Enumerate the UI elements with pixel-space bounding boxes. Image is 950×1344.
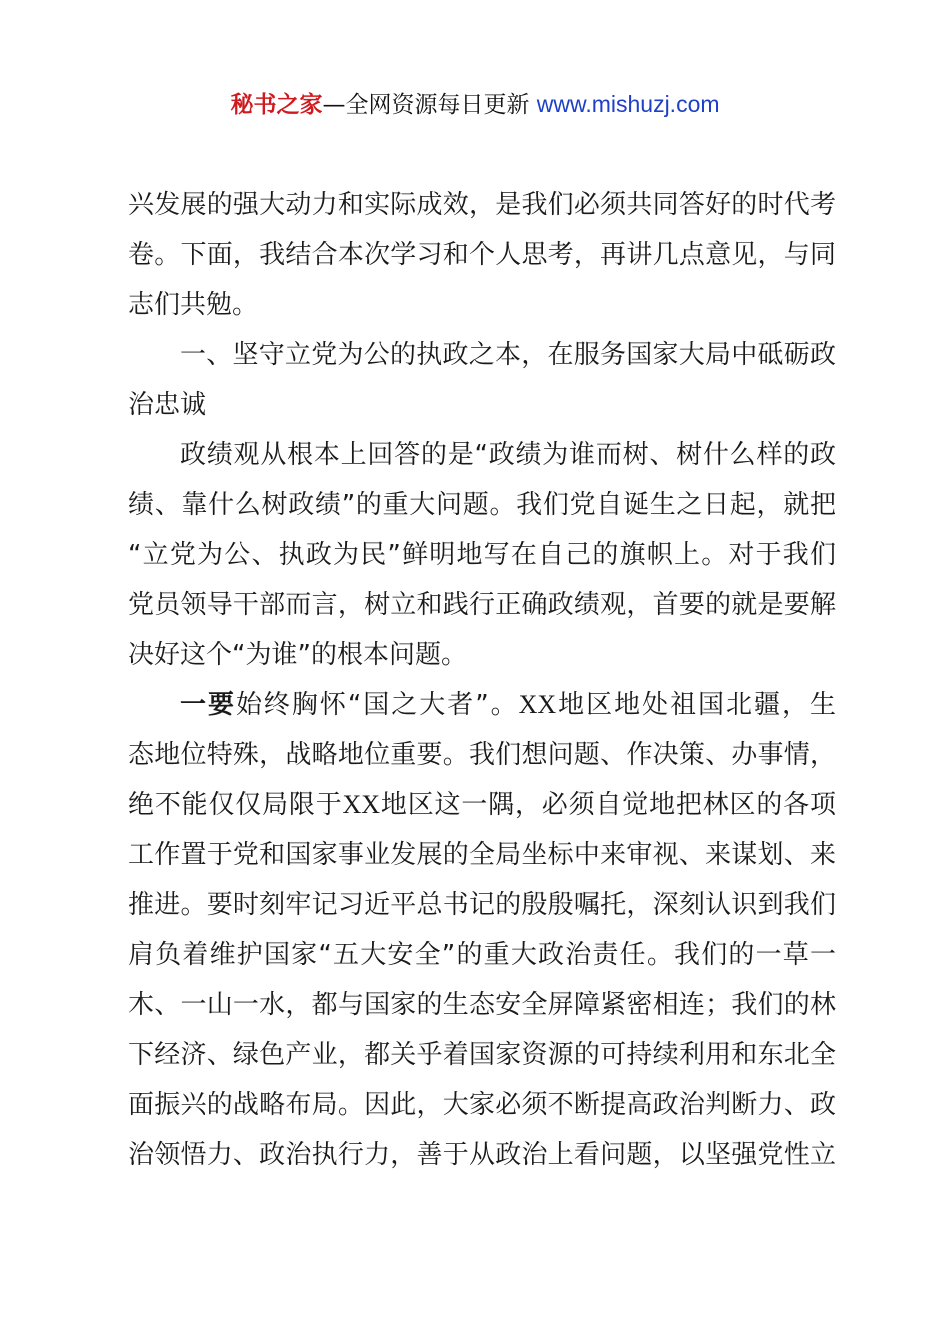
paragraph-1-line-1: 兴发展的强大动力和实际成效，是我们必须共同答好的时代考 (128, 190, 836, 220)
paragraph-3-line-1-text-a: 始终胸怀“国之大者”。 (235, 690, 519, 720)
header-tagline: —全网资源每日更新 (322, 92, 537, 118)
page-header (0, 88, 950, 121)
paragraph-2-line-4: 党员领导干部而言，树立和践行正确政绩观，首要的就是要解 (128, 590, 836, 620)
header-url-link[interactable]: www.mishuzj.com (536, 91, 720, 117)
paragraph-2-line-2: 绩、靠什么树政绩”的重大问题。我们党自诞生之日起，就把 (128, 490, 836, 520)
paragraph-3-line-1-text-b: 地区地处祖国北疆，生 (556, 690, 836, 720)
paragraph-2-line-3: “立党为公、执政为民”鲜明地写在自己的旗帜上。对于我们 (128, 540, 836, 570)
paragraph-3-line-3 (128, 780, 836, 830)
paragraph-3-line-7: 木、一山一水，都与国家的生态安全屏障紧密相连；我们的林 (128, 990, 836, 1020)
paragraph-1-line-2: 卷。下面，我结合本次学习和个人思考，再讲几点意见，与同 (128, 240, 836, 270)
paragraph-3-line-10: 治领悟力、政治执行力，善于从政治上看问题，以坚强党性立 (128, 1140, 836, 1170)
paragraph-3-line-3-text-a: 绝不能仅仅局限于 (128, 790, 343, 820)
paragraph-3-line-9: 面振兴的战略布局。因此，大家必须不断提高政治判断力、政 (128, 1090, 836, 1120)
header-brand: 秘书之家 (230, 92, 323, 118)
section-heading-line-2: 治忠诚 (128, 390, 207, 420)
paragraph-3-line-6: 肩负着维护国家“五大安全”的重大政治责任。我们的一草一 (128, 940, 836, 970)
paragraph-3-line-3-xx: XX (342, 790, 381, 819)
document-body (128, 180, 836, 1180)
paragraph-3-line-1-xx: XX (518, 690, 557, 719)
paragraph-3-line-8: 下经济、绿色产业，都关乎着国家资源的可持续利用和东北全 (128, 1040, 836, 1070)
paragraph-3-line-3-text-b: 地区这一隅，必须自觉地把林区的各项 (380, 790, 836, 820)
paragraph-2-line-5: 决好这个“为谁”的根本问题。 (128, 640, 467, 670)
paragraph-3-lead: 一要 (180, 690, 236, 720)
paragraph-3-line-1 (128, 680, 836, 730)
section-heading-line-1: 一、坚守立党为公的执政之本，在服务国家大局中砥砺政 (180, 340, 836, 370)
paragraph-3-line-2: 态地位特殊，战略地位重要。我们想问题、作决策、办事情， (128, 740, 836, 770)
paragraph-2-line-1: 政绩观从根本上回答的是“政绩为谁而树、树什么样的政 (180, 440, 836, 470)
paragraph-3-line-4: 工作置于党和国家事业发展的全局坐标中来审视、来谋划、来 (128, 840, 836, 870)
paragraph-3-line-5: 推进。要时刻牢记习近平总书记的殷殷嘱托，深刻认识到我们 (128, 890, 836, 920)
paragraph-1-line-3: 志们共勉。 (128, 290, 259, 320)
